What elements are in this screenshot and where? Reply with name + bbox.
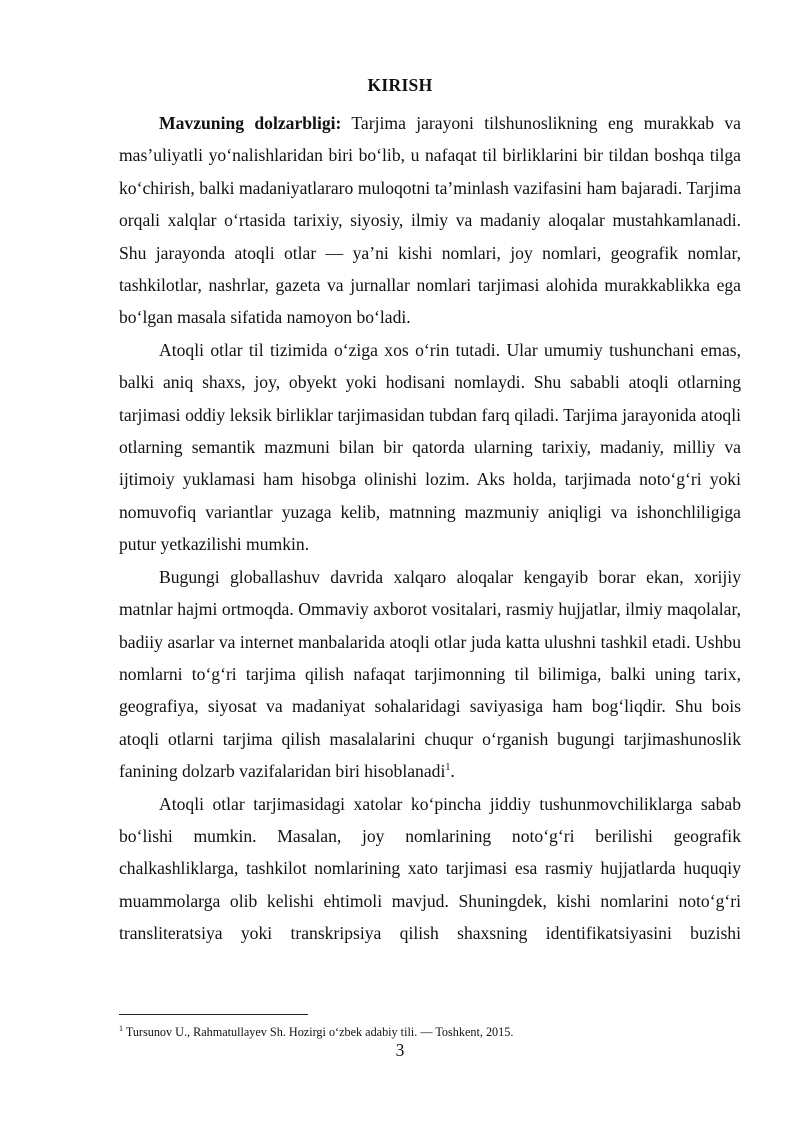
paragraph-text: Atoqli otlar tarjimasidagi xatolar ko‘pincha jiddiy tushunmovchiliklarga sabab bo‘lishi mumkin. Masalan, joy nomlarining noto‘g‘ri berilishi geografik chalkashliklarga, tashkilot nomlarining xato tarjimasi esa rasmiy hujjatlarda huquqiy muammolarga olib kelishi ehtimoli mavjud. Shuningdek, kishi nomlarini noto‘g‘ri transliteratsiya yoki transkripsiya qilish shaxsning identifikatsiyasini buzishi bbox=[119, 793, 741, 944]
paragraph-text: Atoqli otlar til tizimida o‘ziga xos o‘rin tutadi. Ular umumiy tushunchani emas, balki aniq shaxs, joy, obyekt yoki hodisani nomlaydi. Shu sababli atoqli otlarning tarjimasi oddiy leksik birliklar tarjimasidan tubdan farq qiladi. Tarjima jarayonida atoqli otlarning semantik mazmuni bilan bir qatorda ularning tarixiy, madaniy, milliy va ijtimoiy yuklamasi ham hisobga olinishi lozim. Aks holda, tarjimada noto‘g‘ri yoki nomuvofiq variantlar yuzaga kelib, matnning mazmuniy aniqligi va ishonchliligiga putur yetkazilishi mumkin. bbox=[119, 339, 741, 555]
section-heading: KIRISH bbox=[367, 75, 433, 95]
footnote-text: Tursunov U., Rahmatullayev Sh. Hozirgi o‘zbek adabiy tili. — Toshkent, 2015. bbox=[123, 1025, 514, 1039]
paragraph-lead: Mavzuning dolzarbligi: bbox=[159, 113, 342, 133]
paragraph-text: Bugungi globallashuv davrida xalqaro aloqalar kengayib borar ekan, xorijiy matnlar hajmi ortmoqda. Ommaviy axborot vositalari, rasmiy hujjatlar, ilmiy maqolalar, badiiy asarlar va internet manbalarida atoqli otlar juda katta ulushni tashkil etadi. Ushbu nomlarni to‘g‘ri tarjima qilish nafaqat tarjimonning til bilimiga, balki uning tarix, geografiya, siyosat va madaniyat sohalaridagi saviyasiga ham bog‘liqdir. Shu bois atoqli otlarni tarjima qilish masalalarini chuqur o‘rganish bugungi tarjimashunoslik fanining dolzarb vazifalaridan biri hisoblanadi bbox=[119, 566, 741, 782]
footnote bbox=[119, 1025, 759, 1039]
body-text bbox=[119, 107, 741, 950]
paragraph-errors bbox=[119, 788, 741, 950]
page-number: 3 bbox=[395, 1040, 405, 1060]
paragraph-globalization bbox=[119, 561, 741, 788]
footnote-reference[interactable]: 1 bbox=[445, 762, 451, 774]
paragraph-text: Tarjima jarayoni tilshunoslikning eng murakkab va mas’uliyatli yo‘nalishlaridan biri bo‘lib, u nafaqat til birliklarini bir tildan boshqa tilga ko‘chirish, balki madaniyatlararo muloqotni ta’minlash vazifasini ham bajaradi. Tarjima orqali xalqlar o‘rtasida tarixiy, siyosiy, ilmiy va madaniy aloqalar mustahkamlanadi. Shu jarayonda atoqli otlar — ya’ni kishi nomlari, joy nomlari, geografik nomlar, tashkilotlar, nashrlar, gazeta va jurnallar nomlari tarjimasi alohida murakkablikka ega bo‘lgan masala sifatida namoyon bo‘ladi. bbox=[119, 113, 741, 328]
paragraph-proper-nouns bbox=[119, 334, 741, 561]
footnote-divider bbox=[119, 1014, 308, 1015]
paragraph-tail: . bbox=[450, 761, 455, 782]
paragraph-relevance bbox=[119, 107, 741, 334]
footnote-mark: 1 bbox=[119, 1023, 123, 1033]
